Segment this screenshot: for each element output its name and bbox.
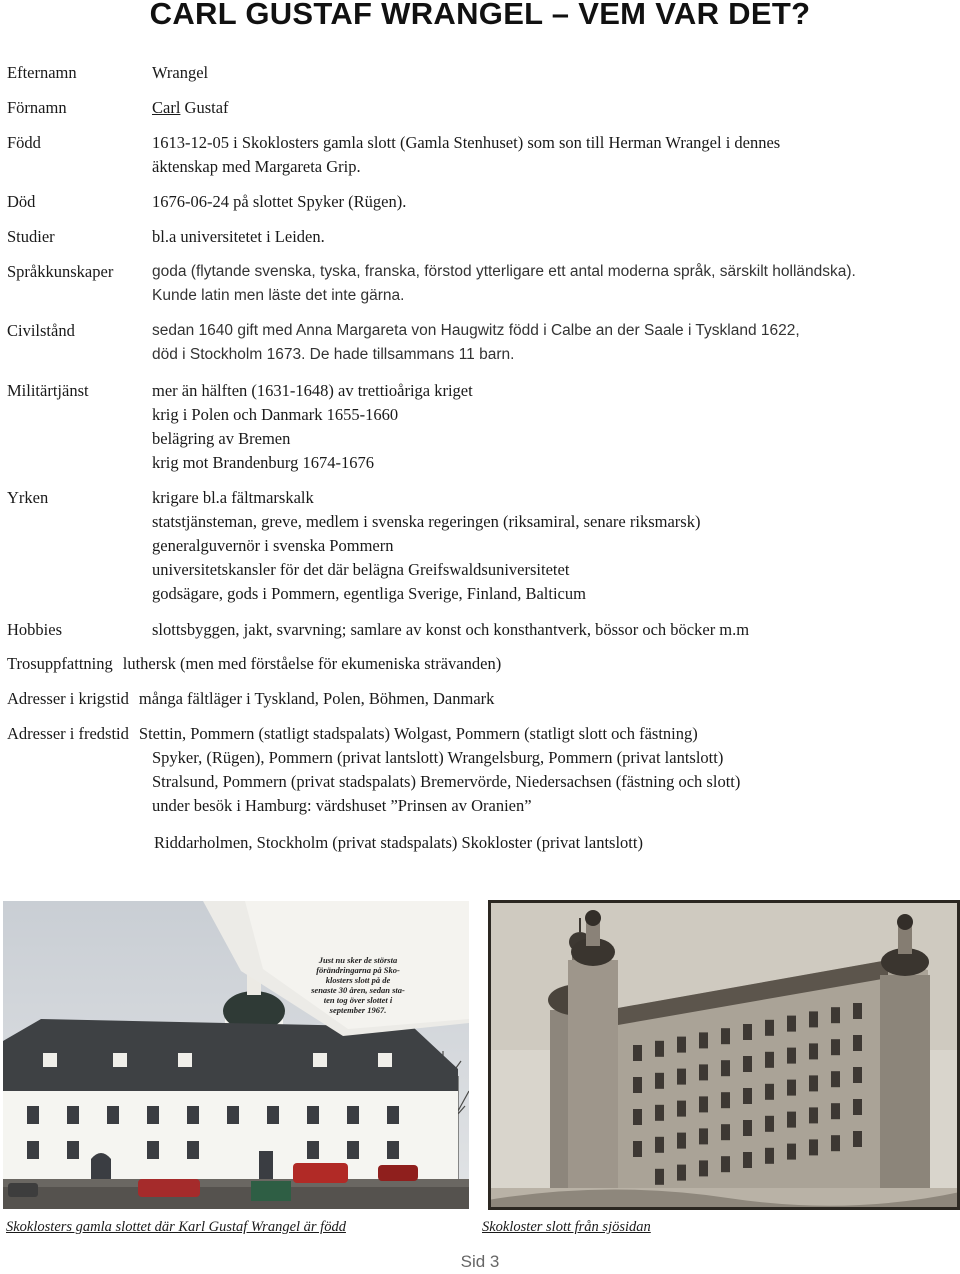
engraving-window bbox=[699, 1032, 708, 1048]
engraving-window bbox=[655, 1041, 664, 1057]
row-civil bbox=[7, 319, 947, 367]
engraving-window bbox=[699, 1128, 708, 1144]
value-efternamn: Wrangel bbox=[152, 63, 209, 82]
engraving-window bbox=[765, 1116, 774, 1132]
engraving-window bbox=[721, 1028, 730, 1044]
sign-text-line: förändringarna på Sko- bbox=[316, 965, 400, 975]
engraving-window bbox=[787, 1144, 796, 1160]
photo-old-castle-drawing bbox=[3, 901, 469, 1209]
caption-photo-left: Skoklosters gamla slottet där Karl Gustaf Wrangel är född bbox=[6, 1219, 346, 1235]
engraving-window bbox=[809, 1011, 818, 1027]
photo-skokloster-old-castle bbox=[3, 901, 469, 1209]
row-sprak bbox=[7, 260, 947, 308]
sign-text-line: klosters slott på de bbox=[325, 975, 391, 985]
engraving-window bbox=[831, 1103, 840, 1119]
engraving-window bbox=[787, 1016, 796, 1032]
value-militar-line: belägring av Bremen bbox=[152, 429, 291, 448]
engraving-window bbox=[853, 1099, 862, 1115]
label-militar: Militärtjänst bbox=[7, 381, 89, 400]
row-fornamn bbox=[7, 96, 947, 120]
value-yrken-line: krigare bl.a fältmarskalk bbox=[152, 488, 314, 507]
engraving-window bbox=[809, 1043, 818, 1059]
engraving-window bbox=[721, 1060, 730, 1076]
engraving-window bbox=[743, 1152, 752, 1168]
engraving-window bbox=[677, 1165, 686, 1181]
row-tro bbox=[7, 652, 947, 676]
label-studier: Studier bbox=[7, 227, 55, 246]
engraving-window bbox=[721, 1156, 730, 1172]
value-tro: luthersk (men med förståelse för ekumeniska strävanden) bbox=[122, 654, 502, 673]
engraving-window bbox=[633, 1045, 642, 1061]
value-yrken-line: statstjänsteman, greve, medlem i svenska regeringen (riksamiral, senare riksmarsk) bbox=[152, 512, 701, 531]
engraving-window bbox=[787, 1080, 796, 1096]
value-dod: 1676-06-24 på slottet Spyker (Rügen). bbox=[152, 192, 407, 211]
label-fred: Adresser i fredstid bbox=[7, 724, 129, 743]
engraving-window bbox=[853, 1003, 862, 1019]
sign-text-line: Just nu sker de största bbox=[318, 955, 398, 965]
engraving-window bbox=[677, 1069, 686, 1085]
row-yrken bbox=[7, 486, 947, 606]
engraving-window bbox=[787, 1048, 796, 1064]
value-fornamn-first: Carl bbox=[152, 98, 181, 117]
engraving-window bbox=[765, 1084, 774, 1100]
engraving-window bbox=[677, 1133, 686, 1149]
engraving-window bbox=[721, 1124, 730, 1140]
engraving-window bbox=[743, 1024, 752, 1040]
value-yrken-line: godsägare, gods i Pommern, egentliga Sverige, Finland, Balticum bbox=[152, 584, 586, 603]
value-militar-line: krig i Polen och Danmark 1655-1660 bbox=[152, 405, 399, 424]
row-efternamn bbox=[7, 61, 947, 85]
engraving-window bbox=[809, 1107, 818, 1123]
photo-skokloster-from-lake bbox=[488, 900, 960, 1210]
label-sprak: Språkkunskaper bbox=[7, 262, 114, 281]
label-fodd: Född bbox=[7, 133, 41, 152]
value-studier: bl.a universitetet i Leiden. bbox=[152, 227, 325, 246]
engraving-window bbox=[853, 1067, 862, 1083]
page-number: Sid 3 bbox=[460, 1252, 500, 1271]
value-fred-line: Stralsund, Pommern (privat stadspalats) Bremervörde, Niedersachsen (fästning och slott) bbox=[152, 772, 741, 791]
engraving-window bbox=[765, 1020, 774, 1036]
value-civil-line: sedan 1640 gift med Anna Margareta von Haugwitz född i Calbe an der Saale i Tyskland 1622, bbox=[152, 322, 800, 339]
caption-photo-right: Skokloster slott från sjösidan bbox=[482, 1219, 651, 1235]
row-fred bbox=[7, 722, 947, 746]
engraving-window bbox=[677, 1101, 686, 1117]
engraving-window bbox=[655, 1169, 664, 1185]
engraving-window bbox=[633, 1141, 642, 1157]
value-fred-first: Stettin, Pommern (statligt stadspalats) Wolgast, Pommern (statligt slott och fästning) bbox=[138, 724, 698, 743]
engraving-window bbox=[633, 1109, 642, 1125]
row-studier bbox=[7, 225, 947, 249]
engraving-window bbox=[809, 1075, 818, 1091]
engraving-window bbox=[655, 1137, 664, 1153]
label-civil: Civilstånd bbox=[7, 321, 75, 340]
photo-lake-view-drawing bbox=[488, 900, 960, 1210]
engraving-window bbox=[787, 1112, 796, 1128]
value-yrken-line: generalguvernör i svenska Pommern bbox=[152, 536, 394, 555]
engraving-window bbox=[633, 1077, 642, 1093]
sign-text-line: september 1967. bbox=[329, 1005, 387, 1015]
label-hobbies: Hobbies bbox=[7, 620, 62, 639]
fred-continuation bbox=[152, 746, 740, 818]
row-fodd bbox=[7, 131, 947, 179]
engraving-window bbox=[721, 1092, 730, 1108]
engraving-window bbox=[655, 1073, 664, 1089]
page-title: CARL GUSTAF WRANGEL – VEM VAR DET? bbox=[149, 0, 811, 31]
engraving-window bbox=[743, 1088, 752, 1104]
engraving-window bbox=[809, 1139, 818, 1155]
value-krig: många fältläger i Tyskland, Polen, Böhmen, Danmark bbox=[138, 689, 495, 708]
label-efternamn: Efternamn bbox=[7, 63, 77, 82]
engraving-window bbox=[743, 1120, 752, 1136]
engraving-window bbox=[765, 1052, 774, 1068]
engraving-window bbox=[655, 1105, 664, 1121]
engraving-window bbox=[765, 1148, 774, 1164]
row-krig bbox=[7, 687, 947, 711]
engraving-window bbox=[853, 1035, 862, 1051]
engraving-window bbox=[831, 1039, 840, 1055]
label-yrken: Yrken bbox=[7, 488, 49, 507]
value-fred-line: Spyker, (Rügen), Pommern (privat lantslott) Wrangelsburg, Pommern (privat lantslott) bbox=[152, 748, 724, 767]
engraving-window bbox=[699, 1064, 708, 1080]
value-yrken-line: universitetskansler för det där belägna Greifswaldsuniversitetet bbox=[152, 560, 570, 579]
row-hobbies bbox=[7, 618, 947, 642]
label-tro: Trosuppfattning bbox=[7, 654, 113, 673]
value-fornamn-second: Gustaf bbox=[184, 98, 229, 117]
value-hobbies: slottsbyggen, jakt, svarvning; samlare av konst och konsthantverk, bössor och böcker m.m bbox=[152, 620, 750, 639]
engraving-window bbox=[853, 1131, 862, 1147]
label-fornamn: Förnamn bbox=[7, 98, 67, 117]
value-militar-line: krig mot Brandenburg 1674-1676 bbox=[152, 453, 374, 472]
value-fodd-line: 1613-12-05 i Skoklosters gamla slott (Gamla Stenhuset) som son till Herman Wrangel i dennes bbox=[152, 133, 781, 152]
engraving-window bbox=[699, 1160, 708, 1176]
value-militar-line: mer än hälften (1631-1648) av trettioåriga kriget bbox=[152, 381, 473, 400]
engraving-window bbox=[699, 1096, 708, 1112]
label-dod: Död bbox=[7, 192, 36, 211]
engraving-window bbox=[677, 1037, 686, 1053]
row-dod bbox=[7, 190, 947, 214]
value-sprak-line: goda (flytande svenska, tyska, franska, förstod ytterligare ett antal moderna språk, särskilt holländska). bbox=[152, 263, 856, 280]
engraving-window bbox=[831, 1071, 840, 1087]
label-krig: Adresser i krigstid bbox=[7, 689, 129, 708]
engraving-window bbox=[831, 1007, 840, 1023]
sign-text-line: ten tog över slottet i bbox=[323, 995, 393, 1005]
value-sprak-line: Kunde latin men läste det inte gärna. bbox=[152, 287, 405, 304]
sign-text-line: senaste 30 åren, sedan sta- bbox=[311, 985, 405, 995]
engraving-window bbox=[831, 1135, 840, 1151]
engraving-window bbox=[743, 1056, 752, 1072]
value-civil-line: död i Stockholm 1673. De hade tillsammans 11 barn. bbox=[152, 346, 515, 363]
value-fodd-line: äktenskap med Margareta Grip. bbox=[152, 157, 361, 176]
value-fred-last: Riddarholmen, Stockholm (privat stadspalats) Skokloster (privat lantslott) bbox=[154, 833, 643, 852]
row-militar bbox=[7, 379, 947, 475]
value-fred-line: under besök i Hamburg: värdshuset ”Prinsen av Oranien” bbox=[152, 796, 532, 815]
